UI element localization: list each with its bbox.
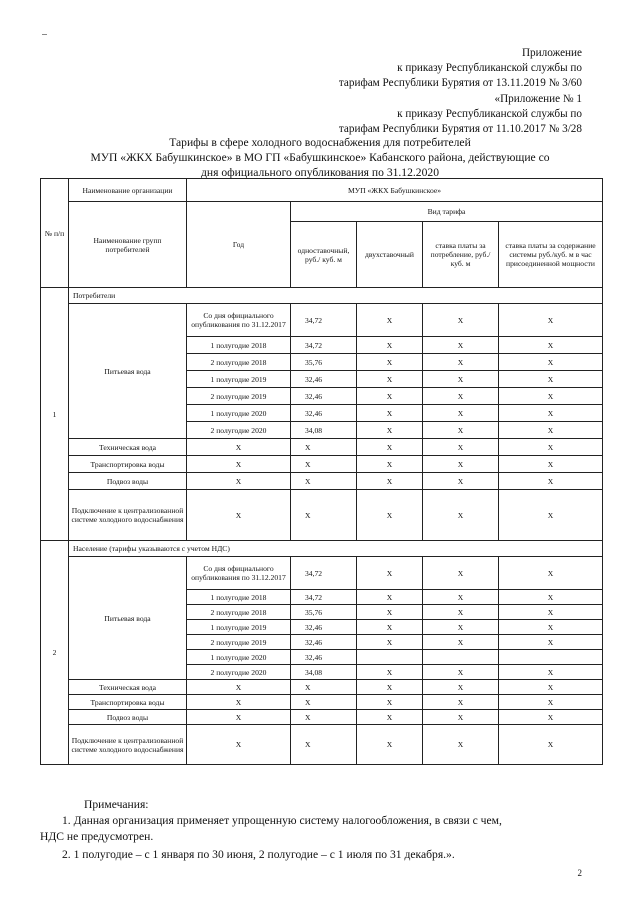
table-row bbox=[41, 439, 603, 456]
capacity-rate-cell: Х bbox=[499, 456, 603, 473]
double-rate-cell: Х bbox=[357, 710, 423, 725]
capacity-rate-cell: Х bbox=[499, 490, 603, 541]
single-rate-cell: Х bbox=[291, 473, 357, 490]
capacity-rate-cell: Х bbox=[499, 388, 603, 405]
single-rate-cell: 32,46 bbox=[291, 388, 357, 405]
consumption-rate-cell: Х bbox=[423, 557, 499, 590]
single-rate-cell: Х bbox=[291, 456, 357, 473]
consumption-rate-cell: Х bbox=[423, 590, 499, 605]
single-rate-cell: 35,76 bbox=[291, 605, 357, 620]
consumer-group-drinking-water: Питьевая вода bbox=[69, 557, 187, 680]
consumption-rate-cell: Х bbox=[423, 665, 499, 680]
note-1-line-2: НДС не предусмотрен. bbox=[40, 830, 154, 843]
header-organization-name: МУП «ЖКХ Бабушкинское» bbox=[187, 179, 603, 202]
notes-heading: Примечания: bbox=[84, 798, 149, 811]
double-rate-cell bbox=[357, 650, 423, 665]
section-label: Потребители bbox=[69, 288, 603, 304]
period-cell: 1 полугодие 2019 bbox=[187, 371, 291, 388]
period-cell: 1 полугодие 2020 bbox=[187, 405, 291, 422]
header-single-rate: одноставочный, руб./ куб. м bbox=[291, 222, 357, 288]
capacity-rate-cell: Х bbox=[499, 354, 603, 371]
period-cell: 2 полугодие 2018 bbox=[187, 354, 291, 371]
single-rate-cell: 32,46 bbox=[291, 371, 357, 388]
title-line-1: Тарифы в сфере холодного водоснабжения для потребителей bbox=[169, 136, 471, 149]
note-1-line-1: 1. Данная организация применяет упрощенную систему налогообложения, в связи с чем, bbox=[62, 814, 502, 827]
double-rate-cell: Х bbox=[357, 337, 423, 354]
single-rate-cell: 34,72 bbox=[291, 590, 357, 605]
consumption-rate-cell: Х bbox=[423, 439, 499, 456]
capacity-rate-cell: Х bbox=[499, 557, 603, 590]
consumer-group-drinking-water: Питьевая вода bbox=[69, 304, 187, 439]
single-rate-cell: 34,08 bbox=[291, 422, 357, 439]
consumption-rate-cell: Х bbox=[423, 304, 499, 337]
appendix-line-2: к приказу Республиканской службы по bbox=[397, 62, 582, 74]
single-rate-cell: 34,72 bbox=[291, 337, 357, 354]
period-cell: Х bbox=[187, 725, 291, 765]
capacity-rate-cell: Х bbox=[499, 304, 603, 337]
capacity-rate-cell: Х bbox=[499, 605, 603, 620]
double-rate-cell: Х bbox=[357, 590, 423, 605]
single-rate-cell: Х bbox=[291, 439, 357, 456]
consumer-group-cell: Подключение к централизованной системе холодного водоснабжения bbox=[69, 725, 187, 765]
consumer-group-cell: Транспортировка воды bbox=[69, 695, 187, 710]
period-cell: Х bbox=[187, 680, 291, 695]
double-rate-cell: Х bbox=[357, 388, 423, 405]
capacity-rate-cell: Х bbox=[499, 665, 603, 680]
capacity-rate-cell: Х bbox=[499, 620, 603, 635]
capacity-rate-cell: Х bbox=[499, 635, 603, 650]
double-rate-cell: Х bbox=[357, 725, 423, 765]
consumer-group-cell: Подключение к централизованной системе холодного водоснабжения bbox=[69, 490, 187, 541]
consumer-group-cell: Подвоз воды bbox=[69, 710, 187, 725]
table-row bbox=[41, 490, 603, 541]
consumption-rate-cell: Х bbox=[423, 725, 499, 765]
section-label-row bbox=[41, 288, 603, 304]
appendix-line-5: к приказу Республиканской службы по bbox=[397, 108, 582, 120]
section-number: 2 bbox=[41, 541, 69, 765]
period-cell: Х bbox=[187, 695, 291, 710]
single-rate-cell: Х bbox=[291, 710, 357, 725]
appendix-line-1: Приложение bbox=[521, 47, 582, 59]
table-row bbox=[41, 695, 603, 710]
period-cell: Х bbox=[187, 710, 291, 725]
period-cell: 1 полугодие 2018 bbox=[187, 337, 291, 354]
section-number: 1 bbox=[41, 288, 69, 541]
period-cell: 2 полугодие 2019 bbox=[187, 388, 291, 405]
consumption-rate-cell bbox=[423, 650, 499, 665]
consumer-group-cell: Транспортировка воды bbox=[69, 456, 187, 473]
consumption-rate-cell: Х bbox=[423, 620, 499, 635]
consumption-rate-cell: Х bbox=[423, 635, 499, 650]
capacity-rate-cell: Х bbox=[499, 590, 603, 605]
double-rate-cell: Х bbox=[357, 680, 423, 695]
capacity-rate-cell: Х bbox=[499, 710, 603, 725]
single-rate-cell: Х bbox=[291, 725, 357, 765]
capacity-rate-cell: Х bbox=[499, 422, 603, 439]
consumption-rate-cell: Х bbox=[423, 456, 499, 473]
double-rate-cell: Х bbox=[357, 620, 423, 635]
single-rate-cell: 32,46 bbox=[291, 620, 357, 635]
double-rate-cell: Х bbox=[357, 557, 423, 590]
period-cell: Х bbox=[187, 473, 291, 490]
double-rate-cell: Х bbox=[357, 422, 423, 439]
title-line-3: дня официального опубликования по 31.12.2020 bbox=[200, 166, 439, 179]
table-row bbox=[41, 304, 603, 337]
consumer-group-cell: Техническая вода bbox=[69, 680, 187, 695]
period-cell: Со дня официального опубликования по 31.12.2017 bbox=[187, 304, 291, 337]
section-label: Население (тарифы указываются с учетом НДС) bbox=[69, 541, 603, 557]
consumption-rate-cell: Х bbox=[423, 405, 499, 422]
header-double-rate: двухставочный bbox=[357, 222, 423, 288]
double-rate-cell: Х bbox=[357, 665, 423, 680]
consumer-group-cell: Техническая вода bbox=[69, 439, 187, 456]
table-row bbox=[41, 725, 603, 765]
header-row-number: № п/п bbox=[41, 179, 69, 288]
single-rate-cell: 32,46 bbox=[291, 650, 357, 665]
capacity-rate-cell: Х bbox=[499, 473, 603, 490]
period-cell: Со дня официального опубликования по 31.12.2017 bbox=[187, 557, 291, 590]
capacity-rate-cell: Х bbox=[499, 439, 603, 456]
consumption-rate-cell: Х bbox=[423, 371, 499, 388]
period-cell: Х bbox=[187, 439, 291, 456]
period-cell: 2 полугодие 2018 bbox=[187, 605, 291, 620]
period-cell: 1 полугодие 2018 bbox=[187, 590, 291, 605]
consumption-rate-cell: Х bbox=[423, 337, 499, 354]
page-number: 2 bbox=[577, 868, 582, 878]
appendix-line-3: тарифам Республики Бурятия от 13.11.2019 № 3/60 bbox=[338, 77, 582, 89]
double-rate-cell: Х bbox=[357, 371, 423, 388]
double-rate-cell: Х bbox=[357, 304, 423, 337]
consumption-rate-cell: Х bbox=[423, 695, 499, 710]
capacity-rate-cell bbox=[499, 650, 603, 665]
period-cell: Х bbox=[187, 456, 291, 473]
double-rate-cell: Х bbox=[357, 605, 423, 620]
capacity-rate-cell: Х bbox=[499, 371, 603, 388]
capacity-rate-cell: Х bbox=[499, 405, 603, 422]
single-rate-cell: 34,72 bbox=[291, 304, 357, 337]
table-row bbox=[41, 456, 603, 473]
capacity-rate-cell: Х bbox=[499, 695, 603, 710]
consumption-rate-cell: Х bbox=[423, 605, 499, 620]
consumption-rate-cell: Х bbox=[423, 388, 499, 405]
single-rate-cell: 35,76 bbox=[291, 354, 357, 371]
double-rate-cell: Х bbox=[357, 490, 423, 541]
double-rate-cell: Х bbox=[357, 695, 423, 710]
period-cell: Х bbox=[187, 490, 291, 541]
single-rate-cell: Х bbox=[291, 695, 357, 710]
consumption-rate-cell: Х bbox=[423, 680, 499, 695]
double-rate-cell: Х bbox=[357, 456, 423, 473]
single-rate-cell: 32,46 bbox=[291, 635, 357, 650]
double-rate-cell: Х bbox=[357, 405, 423, 422]
header-year: Год bbox=[187, 202, 291, 288]
consumption-rate-cell: Х bbox=[423, 354, 499, 371]
single-rate-cell: 34,08 bbox=[291, 665, 357, 680]
single-rate-cell: 32,46 bbox=[291, 405, 357, 422]
table-row bbox=[41, 710, 603, 725]
consumption-rate-cell: Х bbox=[423, 422, 499, 439]
capacity-rate-cell: Х bbox=[499, 680, 603, 695]
consumer-group-cell: Подвоз воды bbox=[69, 473, 187, 490]
scan-mark bbox=[42, 34, 47, 35]
double-rate-cell: Х bbox=[357, 473, 423, 490]
title-line-2: МУП «ЖКХ Бабушкинское» в МО ГП «Бабушкинское» Кабанского района, действующие со bbox=[90, 151, 550, 164]
period-cell: 2 полугодие 2020 bbox=[187, 665, 291, 680]
capacity-rate-cell: Х bbox=[499, 725, 603, 765]
single-rate-cell: 34,72 bbox=[291, 557, 357, 590]
section-label-row bbox=[41, 541, 603, 557]
consumption-rate-cell: Х bbox=[423, 710, 499, 725]
tariff-table bbox=[40, 178, 603, 765]
header-organization: Наименование организации bbox=[69, 179, 187, 202]
capacity-rate-cell: Х bbox=[499, 337, 603, 354]
header-tariff-type: Вид тарифа bbox=[291, 202, 603, 222]
double-rate-cell: Х bbox=[357, 439, 423, 456]
double-rate-cell: Х bbox=[357, 354, 423, 371]
table-row bbox=[41, 680, 603, 695]
table-row bbox=[41, 557, 603, 590]
header-consumer-groups: Наименование групп потребителей bbox=[69, 202, 187, 288]
period-cell: 2 полугодие 2020 bbox=[187, 422, 291, 439]
header-consumption-rate: ставка платы за потребление, руб./ куб. м bbox=[423, 222, 499, 288]
period-cell: 1 полугодие 2020 bbox=[187, 650, 291, 665]
consumption-rate-cell: Х bbox=[423, 490, 499, 541]
consumption-rate-cell: Х bbox=[423, 473, 499, 490]
note-2: 2. 1 полугодие – с 1 января по 30 июня, 2 полугодие – с 1 июля по 31 декабря.». bbox=[62, 848, 455, 861]
appendix-line-6: тарифам Республики Бурятия от 11.10.2017 № 3/28 bbox=[338, 123, 582, 135]
period-cell: 2 полугодие 2019 bbox=[187, 635, 291, 650]
single-rate-cell: Х bbox=[291, 490, 357, 541]
period-cell: 1 полугодие 2019 bbox=[187, 620, 291, 635]
table-row bbox=[41, 473, 603, 490]
single-rate-cell: Х bbox=[291, 680, 357, 695]
appendix-line-4: «Приложение № 1 bbox=[494, 93, 582, 105]
header-capacity-rate: ставка платы за содержание системы руб./куб. м в час присоединенной мощности bbox=[499, 222, 603, 288]
double-rate-cell: Х bbox=[357, 635, 423, 650]
